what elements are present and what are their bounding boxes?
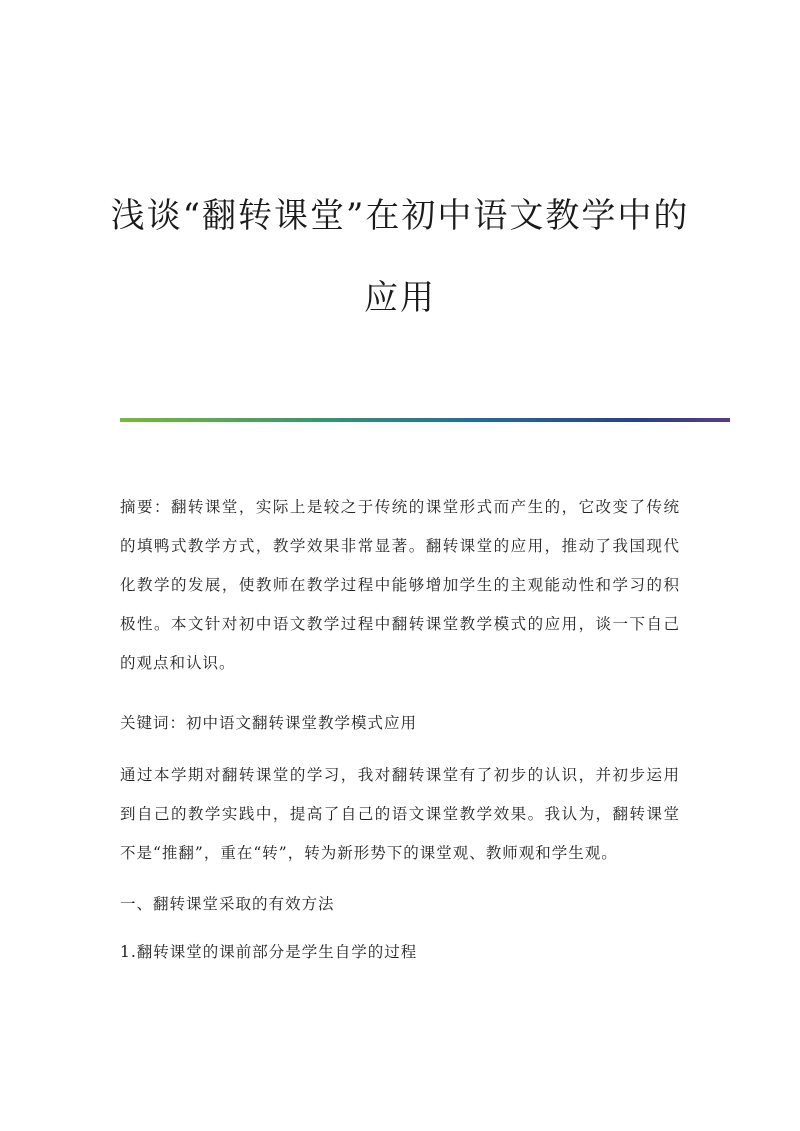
subsection-heading: 1.翻转课堂的课前部分是学生自学的过程 [120,943,418,961]
intro-paragraph: 通过本学期对翻转课堂的学习，我对翻转课堂有了初步的认识，并初步运用到自己的教学实践中，提高了自己的语文课堂教学效果。我认为，翻转课堂不是“推翻”，重在“转”，转为新形势下的课堂观、教师观和学生观。 [120,766,680,862]
document-title-line-1: 浅谈“翻转课堂”在初中语文教学中的 [110,196,690,236]
section-heading: 一、翻转课堂采取的有效方法 [120,895,335,913]
document-title-line-2: 应用 [364,278,436,318]
title-divider [120,418,730,422]
keywords-line: 关键词：初中语文翻转课堂教学模式应用 [120,714,418,732]
abstract-paragraph: 摘要：翻转课堂，实际上是较之于传统的课堂形式而产生的，它改变了传统的填鸭式教学方式，教学效果非常显著。翻转课堂的应用，推动了我国现代化教学的发展，使教师在教学过程中能够增加学生的主观能动性和学习的积极性。本文针对初中语文教学过程中翻转课堂教学模式的应用，谈一下自己的观点和认识。 [120,498,680,672]
